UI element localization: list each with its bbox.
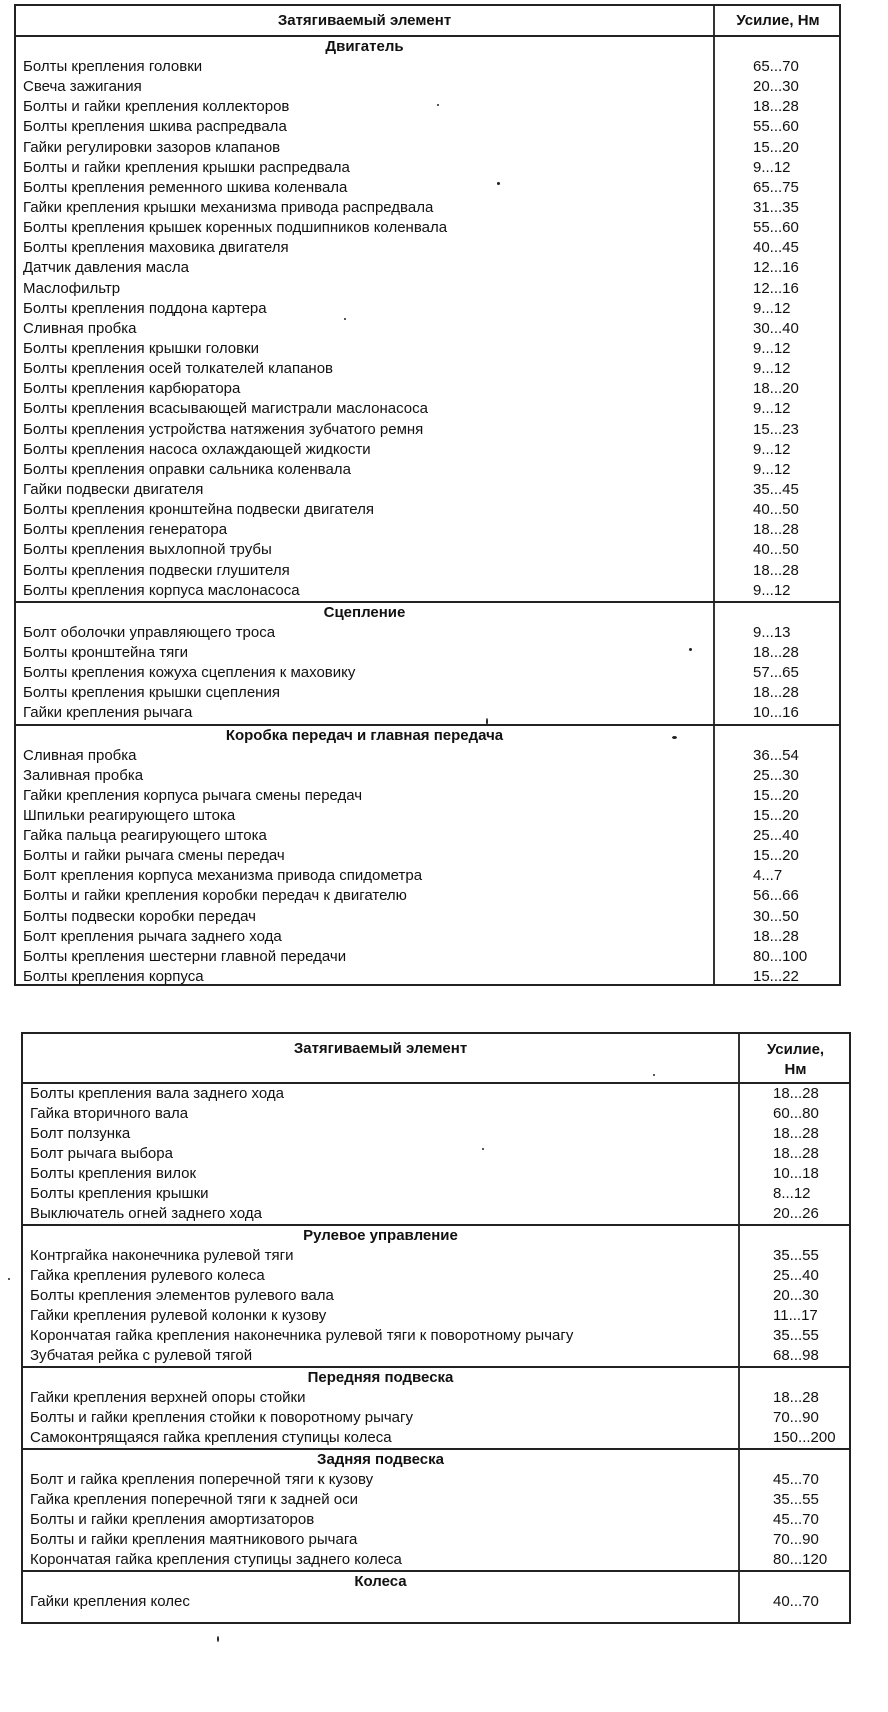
- table-section: [23, 1366, 849, 1448]
- section-title: Колеса: [354, 1573, 407, 1590]
- table-row: [16, 138, 839, 158]
- torque-value: 18...28: [773, 1389, 819, 1406]
- table-row: [16, 500, 839, 520]
- table-row: [23, 1246, 849, 1266]
- torque-value: 8...12: [773, 1185, 811, 1202]
- torque-value: 35...55: [773, 1327, 819, 1344]
- header-torque: Усилие, Нм: [736, 12, 820, 29]
- torque-value: 4...7: [753, 867, 783, 885]
- element-name: Гайка крепления рулевого колеса: [30, 1267, 265, 1284]
- element-name: Болт и гайка крепления поперечной тяги к кузову: [30, 1471, 374, 1488]
- table-row: [23, 1084, 849, 1104]
- element-name: Шпильки реагирующего штока: [23, 806, 236, 824]
- table-row: [16, 158, 839, 178]
- element-name: Болты кронштейна тяги: [23, 643, 189, 661]
- element-name: Болты крепления шестерни главной передачи: [23, 947, 347, 965]
- element-name: Гайки крепления верхней опоры стойки: [30, 1389, 306, 1406]
- element-name: Зубчатая рейка с рулевой тягой: [30, 1347, 253, 1364]
- scan-speck: [672, 736, 677, 739]
- element-name: Болт оболочки управляющего троса: [23, 623, 276, 641]
- element-name: Болты крепления оправки сальника коленвала: [23, 460, 351, 478]
- table-body: [23, 1084, 849, 1612]
- table-row: [16, 339, 839, 359]
- element-name: Гайка крепления поперечной тяги к задней оси: [30, 1491, 359, 1508]
- header-torque-line1: Усилие,: [766, 1041, 825, 1058]
- element-name: Болты и гайки крепления амортизаторов: [30, 1511, 315, 1528]
- element-name: Гайки крепления корпуса рычага смены передач: [23, 786, 363, 804]
- element-name: Болты крепления крышки головки: [23, 339, 260, 357]
- torque-value: 12...16: [753, 279, 799, 297]
- element-name: Заливная пробка: [23, 766, 144, 784]
- torque-value: 57...65: [753, 664, 799, 682]
- table-row: [16, 77, 839, 97]
- section-title: Сцепление: [323, 603, 406, 621]
- torque-value: 18...20: [753, 380, 799, 398]
- table-row: [16, 643, 839, 663]
- table-section: [16, 724, 839, 988]
- section-title: Рулевое управление: [303, 1227, 458, 1244]
- table-row: [23, 1326, 849, 1346]
- element-name: Гайки крепления крышки механизма привода распредвала: [23, 198, 434, 216]
- element-name: Болты крепления вала заднего хода: [30, 1085, 284, 1102]
- torque-value: 9...12: [753, 440, 791, 458]
- element-name: Болты крепления карбюратора: [23, 380, 241, 398]
- section-title: Двигатель: [325, 38, 404, 55]
- torque-value: 35...55: [773, 1491, 819, 1508]
- torque-value: 25...40: [773, 1267, 819, 1284]
- element-name: Гайки крепления рычага: [23, 704, 193, 722]
- table-section: [16, 601, 839, 724]
- table-row: [16, 440, 839, 460]
- table-row: [16, 886, 839, 906]
- table-row: [16, 299, 839, 319]
- torque-value: 9...12: [753, 460, 791, 478]
- torque-value: 30...40: [753, 319, 799, 337]
- table-row: [16, 703, 839, 723]
- torque-value: 56...66: [753, 887, 799, 905]
- torque-value: 9...12: [753, 581, 791, 599]
- torque-value: 40...70: [773, 1593, 819, 1610]
- section-title: Коробка передач и главная передача: [225, 726, 504, 744]
- table-row: [23, 1550, 849, 1570]
- table-row: [16, 826, 839, 846]
- table-row: [23, 1104, 849, 1124]
- element-name: Болты крепления поддона картера: [23, 299, 267, 317]
- torque-value: 25...30: [753, 766, 799, 784]
- table-row: [16, 947, 839, 967]
- table-row: [23, 1592, 849, 1612]
- element-name: Болты крепления всасывающей магистрали маслонасоса: [23, 400, 428, 418]
- torque-value: 80...100: [753, 947, 808, 965]
- table-row: [23, 1144, 849, 1164]
- table-row: [16, 279, 839, 299]
- scan-speck: [486, 718, 488, 725]
- torque-value: 18...28: [773, 1085, 819, 1102]
- table-row: [16, 258, 839, 278]
- scan-speck: [437, 104, 439, 106]
- element-name: Болты и гайки рычага смены передач: [23, 847, 285, 865]
- table-row: [16, 683, 839, 703]
- element-name: Датчик давления масла: [23, 259, 189, 277]
- element-name: Болты крепления кожуха сцепления к маховику: [23, 664, 356, 682]
- header-torque: [740, 1040, 851, 1080]
- table-section: [23, 1570, 849, 1612]
- scan-speck: [497, 182, 500, 185]
- table-row: [16, 866, 839, 886]
- torque-value: 18...28: [753, 684, 799, 702]
- torque-value: 55...60: [753, 219, 799, 237]
- element-name: Маслофильтр: [23, 279, 121, 297]
- element-name: Болты и гайки крепления коллекторов: [23, 98, 290, 116]
- torque-value: 31...35: [753, 198, 799, 216]
- table-row: [23, 1428, 849, 1448]
- element-name: Болты крепления ременного шкива коленвала: [23, 178, 348, 196]
- element-name: Сливная пробка: [23, 746, 137, 764]
- torque-value: 150...200: [773, 1429, 836, 1446]
- element-name: Болты крепления генератора: [23, 521, 228, 539]
- torque-value: 10...16: [753, 704, 799, 722]
- table-row: [16, 766, 839, 786]
- table-row: [16, 57, 839, 77]
- torque-value: 18...28: [753, 98, 799, 116]
- table-row: [16, 198, 839, 218]
- torque-value: 35...45: [753, 480, 799, 498]
- element-name: Гайки подвески двигателя: [23, 480, 204, 498]
- table-row: [16, 238, 839, 258]
- element-name: Самоконтрящаяся гайка крепления ступицы колеса: [30, 1429, 392, 1446]
- table-row: [16, 460, 839, 480]
- table-row: [16, 218, 839, 238]
- table-section: [23, 1224, 849, 1366]
- element-name: Болты и гайки крепления маятникового рычага: [30, 1531, 358, 1548]
- table-row: [23, 1266, 849, 1286]
- table-row: [23, 1470, 849, 1490]
- torque-value: 18...28: [773, 1145, 819, 1162]
- table-row: [16, 927, 839, 947]
- element-name: Гайки крепления рулевой колонки к кузову: [30, 1307, 327, 1324]
- table-row: [16, 561, 839, 581]
- torque-value: 15...20: [753, 847, 799, 865]
- torque-value: 68...98: [773, 1347, 819, 1364]
- torque-value: 18...28: [753, 561, 799, 579]
- table-row: [23, 1164, 849, 1184]
- header-element: Затягиваемый элемент: [293, 1040, 468, 1057]
- element-name: Свеча зажигания: [23, 78, 142, 96]
- torque-value: 40...50: [753, 541, 799, 559]
- element-name: Болт ползунка: [30, 1125, 131, 1142]
- element-name: Сливная пробка: [23, 319, 137, 337]
- torque-value: 40...45: [753, 239, 799, 257]
- table-row: [16, 319, 839, 339]
- element-name: Болты крепления крышек коренных подшипников коленвала: [23, 219, 448, 237]
- table-row: [16, 907, 839, 927]
- torque-value: 9...12: [753, 339, 791, 357]
- table-row: [16, 399, 839, 419]
- element-name: Болты и гайки крепления стойки к поворотному рычагу: [30, 1409, 413, 1426]
- torque-value: 70...90: [773, 1531, 819, 1548]
- torque-value: 60...80: [773, 1105, 819, 1122]
- table-row: [16, 178, 839, 198]
- element-name: Болты крепления осей толкателей клапанов: [23, 360, 334, 378]
- table-row: [16, 846, 839, 866]
- table-row: [23, 1306, 849, 1326]
- element-name: Контргайка наконечника рулевой тяги: [30, 1247, 294, 1264]
- element-name: Болты крепления крышки сцепления: [23, 684, 280, 702]
- element-name: Болты крепления вилок: [30, 1165, 197, 1182]
- torque-value: 80...120: [773, 1551, 828, 1568]
- table-header: [23, 1034, 849, 1084]
- table-row: [23, 1388, 849, 1408]
- torque-value: 9...12: [753, 360, 791, 378]
- element-name: Болты крепления корпуса маслонасоса: [23, 581, 300, 599]
- torque-value: 9...12: [753, 400, 791, 418]
- table-row: [16, 581, 839, 601]
- scan-speck: [653, 1074, 655, 1076]
- table-row: [23, 1124, 849, 1144]
- torque-value: 9...12: [753, 299, 791, 317]
- torque-value: 45...70: [773, 1511, 819, 1528]
- torque-value: 9...13: [753, 623, 791, 641]
- table-row: [16, 967, 839, 987]
- torque-value: 11...17: [773, 1307, 818, 1324]
- element-name: Гайки крепления колес: [30, 1593, 190, 1610]
- element-name: Болты крепления корпуса: [23, 968, 204, 986]
- torque-value: 45...70: [773, 1471, 819, 1488]
- torque-value: 40...50: [753, 501, 799, 519]
- table-row: [23, 1510, 849, 1530]
- torque-value: 20...26: [773, 1205, 819, 1222]
- torque-value: 18...28: [773, 1125, 819, 1142]
- torque-value: 18...28: [753, 643, 799, 661]
- table-row: [16, 663, 839, 683]
- element-name: Болты крепления подвески глушителя: [23, 561, 290, 579]
- element-name: Болты крепления шкива распредвала: [23, 118, 287, 136]
- torque-value: 20...30: [773, 1287, 819, 1304]
- scan-speck: [8, 1278, 10, 1280]
- element-name: Болты крепления насоса охлаждающей жидкости: [23, 440, 371, 458]
- scan-speck: [344, 318, 346, 320]
- element-name: Болты подвески коробки передач: [23, 907, 256, 925]
- element-name: Гайки регулировки зазоров клапанов: [23, 138, 281, 156]
- scan-speck: [689, 648, 692, 651]
- table-row: [16, 520, 839, 540]
- torque-value: 15...20: [753, 806, 799, 824]
- element-name: Выключатель огней заднего хода: [30, 1205, 262, 1222]
- element-name: Болты крепления маховика двигателя: [23, 239, 289, 257]
- element-name: Болт рычага выбора: [30, 1145, 173, 1162]
- table-header: [16, 6, 839, 37]
- table-row: [16, 786, 839, 806]
- element-name: Болты крепления головки: [23, 58, 203, 75]
- header-torque-line2: Нм: [784, 1061, 807, 1078]
- table-body: [16, 37, 839, 987]
- torque-value: 15...22: [753, 968, 799, 986]
- table-row: [16, 540, 839, 560]
- element-name: Болты крепления элементов рулевого вала: [30, 1287, 334, 1304]
- torque-value: 20...30: [753, 78, 799, 96]
- torque-value: 15...20: [753, 138, 799, 156]
- scan-speck: [217, 1636, 219, 1642]
- table-row: [16, 806, 839, 826]
- element-name: Корончатая гайка крепления ступицы заднего колеса: [30, 1551, 402, 1568]
- torque-value: 15...23: [753, 420, 799, 438]
- table-section: [23, 1448, 849, 1570]
- torque-value: 70...90: [773, 1409, 819, 1426]
- element-name: Болты и гайки крепления крышки распредвала: [23, 158, 350, 176]
- torque-value: 65...70: [753, 58, 799, 75]
- table-row: [16, 746, 839, 766]
- table-row: [23, 1530, 849, 1550]
- torque-value: 10...18: [773, 1165, 819, 1182]
- table-section: [16, 37, 839, 601]
- torque-value: 18...28: [753, 521, 799, 539]
- torque-value: 18...28: [753, 927, 799, 945]
- scan-speck: [482, 1148, 484, 1150]
- torque-value: 9...12: [753, 158, 791, 176]
- section-title: Задняя подвеска: [317, 1451, 444, 1468]
- section-title: Передняя подвеска: [307, 1369, 454, 1386]
- torque-table-1: [14, 4, 841, 986]
- table-row: [16, 359, 839, 379]
- table-row: [16, 379, 839, 399]
- torque-value: 12...16: [753, 259, 799, 277]
- element-name: Болты крепления выхлопной трубы: [23, 541, 272, 559]
- element-name: Болт крепления рычага заднего хода: [23, 927, 282, 945]
- torque-value: 36...54: [753, 746, 799, 764]
- element-name: Болты крепления крышки: [30, 1185, 209, 1202]
- torque-value: 55...60: [753, 118, 799, 136]
- element-name: Болты крепления устройства натяжения зубчатого ремня: [23, 420, 424, 438]
- torque-table-2: [21, 1032, 851, 1624]
- element-name: Корончатая гайка крепления наконечника рулевой тяги к поворотному рычагу: [30, 1327, 574, 1344]
- table-row: [16, 97, 839, 117]
- element-name: Болты крепления кронштейна подвески двигателя: [23, 501, 374, 519]
- table-row: [23, 1346, 849, 1366]
- table-row: [23, 1490, 849, 1510]
- table-row: [16, 623, 839, 643]
- torque-value: 25...40: [753, 827, 799, 845]
- torque-value: 15...20: [753, 786, 799, 804]
- element-name: Гайка вторичного вала: [30, 1105, 189, 1122]
- element-name: Болт крепления корпуса механизма привода спидометра: [23, 867, 423, 885]
- table-section: [23, 1084, 849, 1224]
- table-row: [23, 1286, 849, 1306]
- torque-value: 65...75: [753, 178, 799, 196]
- table-row: [16, 480, 839, 500]
- element-name: Гайка пальца реагирующего штока: [23, 827, 267, 845]
- table-row: [16, 420, 839, 440]
- header-element: Затягиваемый элемент: [277, 12, 452, 29]
- table-row: [23, 1408, 849, 1428]
- torque-value: 35...55: [773, 1247, 819, 1264]
- element-name: Болты и гайки крепления коробки передач к двигателю: [23, 887, 407, 905]
- table-row: [16, 117, 839, 137]
- table-row: [23, 1184, 849, 1204]
- torque-value: 30...50: [753, 907, 799, 925]
- table-row: [23, 1204, 849, 1224]
